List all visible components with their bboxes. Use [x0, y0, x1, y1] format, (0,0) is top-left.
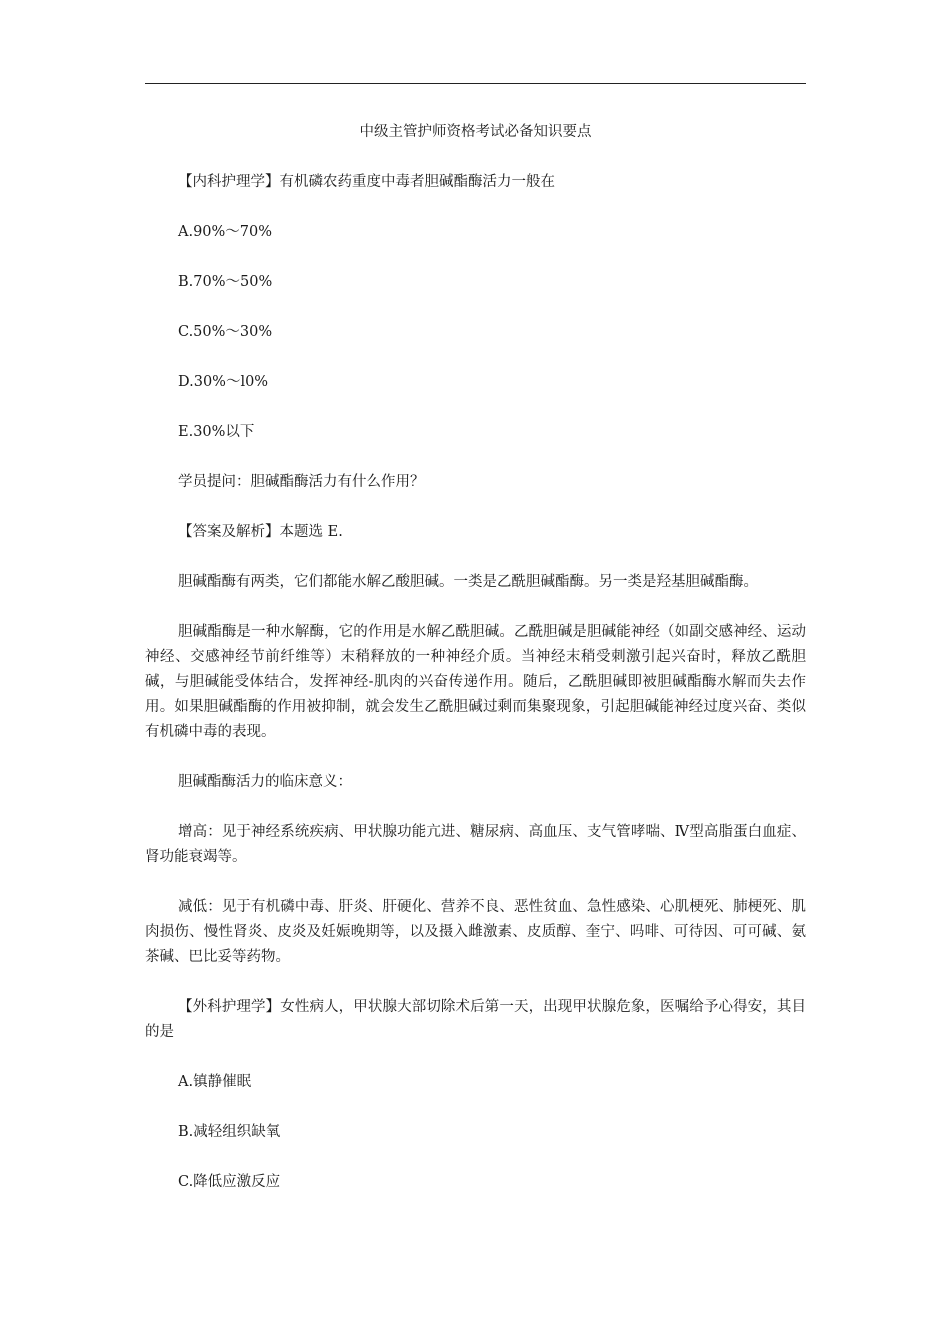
student-question: 学员提问：胆碱酯酶活力有什么作用？ — [178, 474, 425, 490]
clinical-significance-heading: 胆碱酯酶活力的临床意义： — [178, 774, 352, 790]
explanation-paragraph: 胆碱酯酶有两类，它们都能水解乙酸胆碱。一类是乙酰胆碱酯酶。另一类是羟基胆碱酯酶。 — [178, 574, 758, 590]
explanation-paragraph: 胆碱酯酶是一种水解酶，它的作用是水解乙酰胆碱。乙酰胆碱是胆碱能神经（如副交感神经、运动神经、交感神经节前纤维等）末稍释放的一种神经介质。当神经末稍受刺激引起兴奋时，释放乙酰胆碱，与胆碱能受体结合，发挥神经-肌肉的兴奋传递作用。随后，乙酰胆碱即被胆碱酯酶水解而失去作用。如果胆碱酯酶的作用被抑制，就会发生乙酰胆碱过剩而集聚现象，引起胆碱能神经过度兴奋、类似有机磷中毒的表现。 — [145, 624, 806, 740]
question-1-option-e: E.30%以下 — [178, 424, 255, 440]
document-title: 中级主管护师资格考试必备知识要点 — [359, 124, 592, 140]
question-2-option-a: A.镇静催眠 — [178, 1074, 252, 1090]
header-rule — [145, 83, 806, 84]
question-1-option-c: C.50%～30% — [178, 324, 273, 340]
question-1-option-a: A.90%～70% — [178, 224, 273, 240]
question-1-option-d: D.30%～l0% — [178, 374, 269, 390]
question-1-stem: 【内科护理学】有机磷农药重度中毒者胆碱酯酶活力一般在 — [178, 174, 555, 190]
question-2-option-b: B.减轻组织缺氧 — [178, 1124, 281, 1140]
question-2-stem: 【外科护理学】女性病人，甲状腺大部切除术后第一天，出现甲状腺危象，医嘱给予心得安，其目的是 — [145, 999, 806, 1040]
answer-heading: 【答案及解析】本题选 E. — [178, 524, 343, 540]
document-body — [145, 120, 806, 1220]
question-1-option-b: B.70%～50% — [178, 274, 273, 290]
question-2-option-c: C.降低应激反应 — [178, 1174, 281, 1190]
increase-paragraph: 增高：见于神经系统疾病、甲状腺功能亢进、糖尿病、高血压、支气管哮喘、Ⅳ型高脂蛋白血症、肾功能衰竭等。 — [145, 824, 806, 865]
decrease-paragraph: 减低：见于有机磷中毒、肝炎、肝硬化、营养不良、恶性贫血、急性感染、心肌梗死、肺梗死、肌肉损伤、慢性肾炎、皮炎及妊娠晚期等，以及摄入雌激素、皮质醇、奎宁、吗啡、可待因、可可碱、氨茶碱、巴比妥等药物。 — [145, 899, 806, 965]
